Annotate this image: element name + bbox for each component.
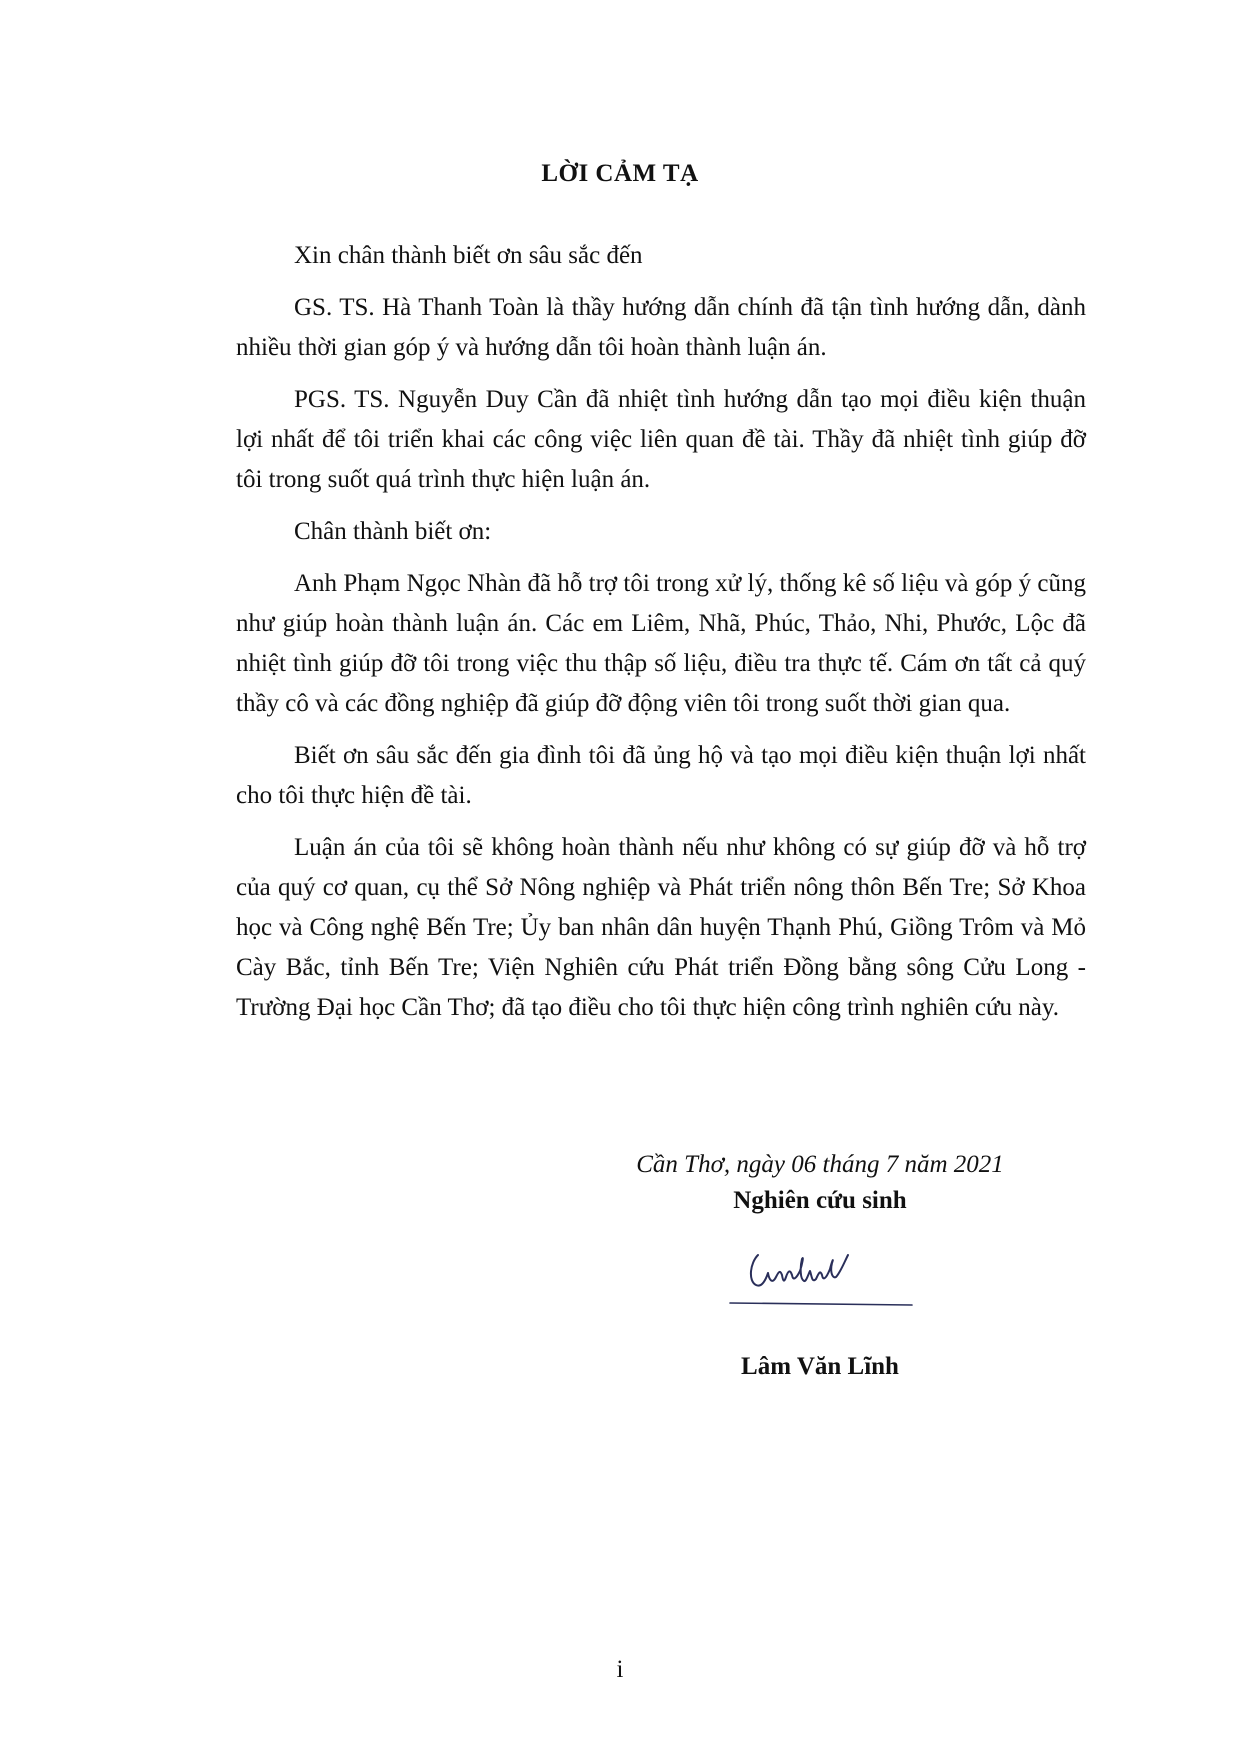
paragraph-thanks-heading: Chân thành biết ơn: <box>294 518 492 545</box>
signature-block <box>560 1147 1080 1385</box>
paragraph-helpers: Anh Phạm Ngọc Nhàn đã hỗ trợ tôi trong xử lý, thống kê số liệu và góp ý cũng như giúp hoàn thành luận án. Các em Liêm, Nhã, Phúc, Thảo, Nhi, Phước, Lộc đã nhiệt tình giúp đỡ tôi trong việc thu thập số liệu, điều tra thực tế. Cám ơn tất cả quý thầy cô và các đồng nghiệp đã giúp đỡ động viên tôi trong suốt thời gian qua. <box>236 570 1086 717</box>
page-number: i <box>616 1656 624 1683</box>
body-text <box>236 236 1086 1040</box>
paragraph-family: Biết ơn sâu sắc đến gia đình tôi đã ủng hộ và tạo mọi điều kiện thuận lợi nhất cho tôi thực hiện đề tài. <box>236 742 1086 809</box>
signature-role: Nghiên cứu sinh <box>733 1187 907 1214</box>
paragraph-advisor-co: PGS. TS. Nguyễn Duy Cần đã nhiệt tình hướng dẫn tạo mọi điều kiện thuận lợi nhất để tôi triển khai các công việc liên quan đề tài. Thầy đã nhiệt tình giúp đỡ tôi trong suốt quá trình thực hiện luận án. <box>236 386 1086 493</box>
signature-name: Lâm Văn Lĩnh <box>741 1353 899 1380</box>
paragraph-advisor-main: GS. TS. Hà Thanh Toàn là thầy hướng dẫn chính đã tận tình hướng dẫn, dành nhiều thời gian góp ý và hướng dẫn tôi hoàn thành luận án. <box>236 294 1086 361</box>
signature-drawing <box>720 1233 920 1313</box>
paragraph-institutions: Luận án của tôi sẽ không hoàn thành nếu như không có sự giúp đỡ và hỗ trợ của quý cơ quan, cụ thể Sở Nông nghiệp và Phát triển nông thôn Bến Tre; Sở Khoa học và Công nghệ Bến Tre; Ủy ban nhân dân huyện Thạnh Phú, Giồng Trôm và Mỏ Cày Bắc, tỉnh Bến Tre; Viện Nghiên cứu Phát triển Đồng bằng sông Cửu Long - Trường Đại học Cần Thơ; đã tạo điều cho tôi thực hiện công trình nghiên cứu này. <box>236 834 1086 1021</box>
paragraph-intro: Xin chân thành biết ơn sâu sắc đến <box>294 242 643 269</box>
handwritten-signature <box>720 1233 920 1313</box>
page-title: LỜI CẢM TẠ <box>541 160 699 187</box>
signature-place-date: Cần Thơ, ngày 06 tháng 7 năm 2021 <box>636 1151 1004 1178</box>
